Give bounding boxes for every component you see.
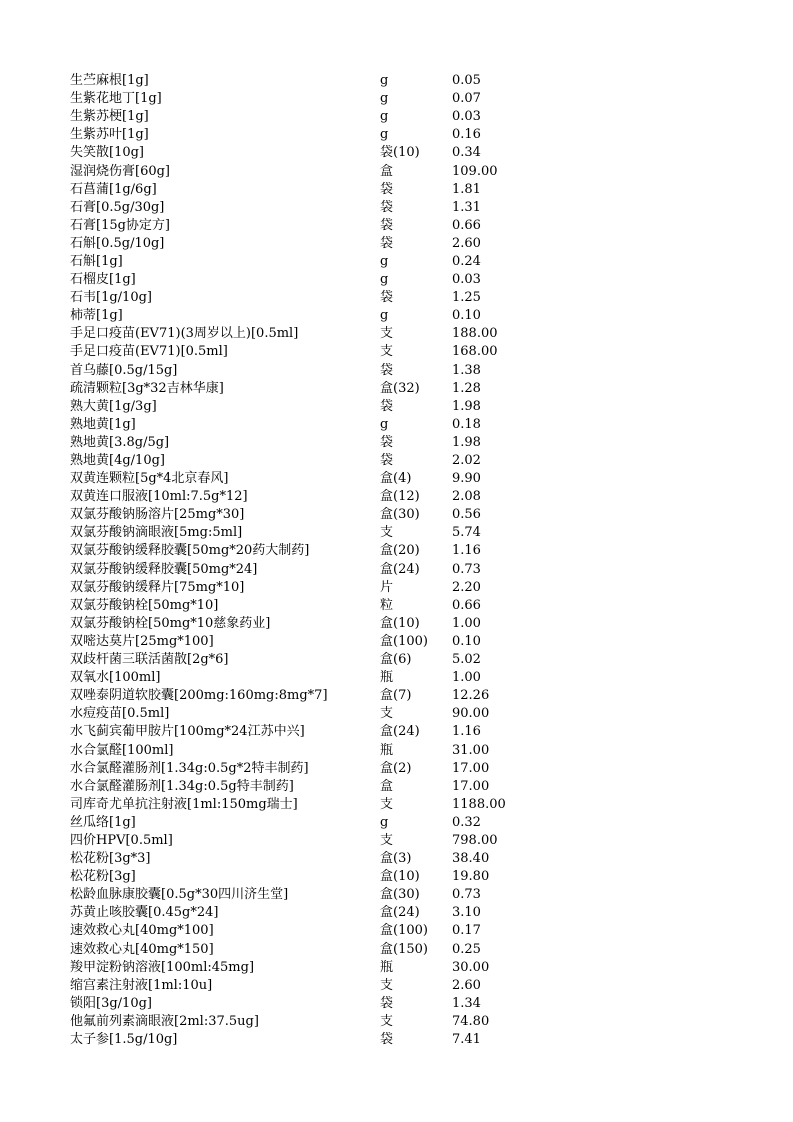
item-name-cell: 双嘧达莫片[25mg*100] bbox=[70, 633, 214, 649]
item-name-cell: 双唑泰阴道软胶囊[200mg:160mg:8mg*7] bbox=[70, 688, 328, 704]
table-row bbox=[70, 760, 542, 778]
table-row bbox=[70, 235, 542, 253]
unit-cell: 袋 bbox=[380, 290, 394, 306]
table-row bbox=[70, 452, 542, 470]
item-name-cell: 石韦[1g/10g] bbox=[70, 290, 152, 306]
item-name-cell: 松龄血脉康胶囊[0.5g*30四川济生堂] bbox=[70, 887, 289, 903]
unit-cell: 支 bbox=[380, 796, 394, 812]
table-row bbox=[70, 325, 542, 343]
table-row bbox=[70, 126, 542, 144]
price-cell: 90.00 bbox=[452, 706, 490, 722]
item-name-cell: 熟地黄[3.8g/5g] bbox=[70, 434, 170, 450]
price-cell: 17.00 bbox=[452, 760, 490, 776]
unit-cell: 盒(7) bbox=[380, 688, 412, 704]
unit-cell: 支 bbox=[380, 832, 394, 848]
item-name-cell: 双氧水[100ml] bbox=[70, 670, 161, 686]
table-row bbox=[70, 434, 542, 452]
item-name-cell: 速效救心丸[40mg*150] bbox=[70, 941, 214, 957]
unit-cell: 盒(2) bbox=[380, 760, 412, 776]
table-row bbox=[70, 470, 542, 488]
unit-cell: 盒(10) bbox=[380, 615, 420, 631]
table-row bbox=[70, 217, 542, 235]
unit-cell: g bbox=[380, 272, 389, 288]
table-row bbox=[70, 904, 542, 922]
table-row bbox=[70, 597, 542, 615]
unit-cell: 支 bbox=[380, 977, 394, 993]
table-row bbox=[70, 796, 542, 814]
price-cell: 0.73 bbox=[452, 561, 481, 577]
item-name-cell: 手足口疫苗(EV71)[0.5ml] bbox=[70, 344, 228, 360]
item-name-cell: 石榴皮[1g] bbox=[70, 272, 136, 288]
item-name-cell: 苏黄止咳胶囊[0.45g*24] bbox=[70, 905, 219, 921]
price-cell: 1.25 bbox=[452, 290, 481, 306]
price-cell: 30.00 bbox=[452, 959, 490, 975]
price-cell: 1.00 bbox=[452, 670, 481, 686]
unit-cell: g bbox=[380, 308, 389, 324]
item-name-cell: 熟地黄[4g/10g] bbox=[70, 453, 165, 469]
table-row bbox=[70, 524, 542, 542]
price-list-body bbox=[70, 72, 542, 1049]
table-row bbox=[70, 868, 542, 886]
price-cell: 1.31 bbox=[452, 199, 481, 215]
unit-cell: 盒(32) bbox=[380, 380, 420, 396]
table-row bbox=[70, 1013, 542, 1031]
table-row bbox=[70, 1031, 542, 1049]
price-cell: 1.34 bbox=[452, 995, 481, 1011]
table-row bbox=[70, 669, 542, 687]
price-cell: 1.00 bbox=[452, 615, 481, 631]
unit-cell: 盒(6) bbox=[380, 652, 412, 668]
price-cell: 0.32 bbox=[452, 814, 481, 830]
unit-cell: 盒(10) bbox=[380, 869, 420, 885]
price-cell: 2.60 bbox=[452, 235, 481, 251]
unit-cell: g bbox=[380, 253, 389, 269]
unit-cell: g bbox=[380, 416, 389, 432]
table-row bbox=[70, 886, 542, 904]
table-row bbox=[70, 343, 542, 361]
unit-cell: g bbox=[380, 814, 389, 830]
price-cell: 0.10 bbox=[452, 308, 481, 324]
item-name-cell: 熟地黄[1g] bbox=[70, 416, 136, 432]
item-name-cell: 羧甲淀粉钠溶液[100ml:45mg] bbox=[70, 959, 255, 975]
unit-cell: 盒(12) bbox=[380, 489, 420, 505]
unit-cell: 袋 bbox=[380, 453, 394, 469]
table-row bbox=[70, 416, 542, 434]
price-cell: 7.41 bbox=[452, 1032, 481, 1048]
price-cell: 1.16 bbox=[452, 724, 481, 740]
table-row bbox=[70, 542, 542, 560]
unit-cell: 支 bbox=[380, 344, 394, 360]
unit-cell: 盒(24) bbox=[380, 561, 420, 577]
table-row bbox=[70, 615, 542, 633]
unit-cell: g bbox=[380, 91, 389, 107]
item-name-cell: 他氟前列素滴眼液[2ml:37.5ug] bbox=[70, 1013, 259, 1029]
unit-cell: 盒(3) bbox=[380, 851, 412, 867]
price-cell: 0.03 bbox=[452, 272, 481, 288]
price-cell: 17.00 bbox=[452, 778, 490, 794]
table-row bbox=[70, 651, 542, 669]
price-cell: 0.34 bbox=[452, 145, 481, 161]
price-cell: 0.10 bbox=[452, 633, 481, 649]
unit-cell: 袋 bbox=[380, 181, 394, 197]
unit-cell: 盒(30) bbox=[380, 507, 420, 523]
unit-cell: 支 bbox=[380, 706, 394, 722]
price-cell: 0.16 bbox=[452, 127, 481, 143]
unit-cell: 袋 bbox=[380, 398, 394, 414]
unit-cell: 片 bbox=[380, 579, 394, 595]
price-cell: 2.60 bbox=[452, 977, 481, 993]
item-name-cell: 生紫苏梗[1g] bbox=[70, 109, 149, 125]
item-name-cell: 司库奇尤单抗注射液[1ml:150mg瑞士] bbox=[70, 796, 298, 812]
price-cell: 1.81 bbox=[452, 181, 481, 197]
item-name-cell: 双歧杆菌三联活菌散[2g*6] bbox=[70, 652, 229, 668]
price-cell: 5.02 bbox=[452, 652, 481, 668]
item-name-cell: 水合氯醛[100ml] bbox=[70, 742, 174, 758]
item-name-cell: 石斛[1g] bbox=[70, 253, 123, 269]
table-row bbox=[70, 922, 542, 940]
unit-cell: 袋 bbox=[380, 217, 394, 233]
unit-cell: 盒(24) bbox=[380, 724, 420, 740]
item-name-cell: 石斛[0.5g/10g] bbox=[70, 235, 165, 251]
item-name-cell: 丝瓜络[1g] bbox=[70, 814, 136, 830]
item-name-cell: 手足口疫苗(EV71)(3周岁以上)[0.5ml] bbox=[70, 326, 299, 342]
price-cell: 109.00 bbox=[452, 163, 498, 179]
table-row bbox=[70, 850, 542, 868]
price-cell: 168.00 bbox=[452, 344, 498, 360]
price-cell: 0.66 bbox=[452, 217, 481, 233]
price-cell: 0.56 bbox=[452, 507, 481, 523]
item-name-cell: 松花粉[3g] bbox=[70, 869, 136, 885]
price-cell: 19.80 bbox=[452, 869, 490, 885]
item-name-cell: 速效救心丸[40mg*100] bbox=[70, 923, 214, 939]
price-cell: 0.25 bbox=[452, 941, 481, 957]
unit-cell: 袋 bbox=[380, 1032, 394, 1048]
price-cell: 1.98 bbox=[452, 398, 481, 414]
unit-cell: g bbox=[380, 73, 389, 89]
item-name-cell: 石膏[15g协定方] bbox=[70, 217, 171, 233]
item-name-cell: 太子参[1.5g/10g] bbox=[70, 1032, 178, 1048]
unit-cell: 支 bbox=[380, 525, 394, 541]
table-row bbox=[70, 362, 542, 380]
item-name-cell: 湿润烧伤膏[60g] bbox=[70, 163, 171, 179]
table-row bbox=[70, 90, 542, 108]
unit-cell: 盒(4) bbox=[380, 471, 412, 487]
price-cell: 0.18 bbox=[452, 416, 481, 432]
price-cell: 2.02 bbox=[452, 453, 481, 469]
unit-cell: g bbox=[380, 127, 389, 143]
unit-cell: g bbox=[380, 109, 389, 125]
price-cell: 3.10 bbox=[452, 905, 481, 921]
table-row bbox=[70, 398, 542, 416]
table-row bbox=[70, 253, 542, 271]
price-cell: 2.20 bbox=[452, 579, 481, 595]
price-cell: 0.07 bbox=[452, 91, 481, 107]
unit-cell: 袋 bbox=[380, 199, 394, 215]
table-row bbox=[70, 162, 542, 180]
unit-cell: 盒(100) bbox=[380, 923, 428, 939]
price-cell: 74.80 bbox=[452, 1013, 490, 1029]
item-name-cell: 石菖蒲[1g/6g] bbox=[70, 181, 157, 197]
table-row bbox=[70, 271, 542, 289]
table-row bbox=[70, 108, 542, 126]
price-cell: 12.26 bbox=[452, 688, 490, 704]
unit-cell: 袋 bbox=[380, 434, 394, 450]
unit-cell: 瓶 bbox=[380, 742, 394, 758]
item-name-cell: 首乌藤[0.5g/15g] bbox=[70, 362, 178, 378]
price-cell: 0.03 bbox=[452, 109, 481, 125]
item-name-cell: 双氯芬酸钠缓释胶囊[50mg*24] bbox=[70, 561, 258, 577]
price-cell: 0.66 bbox=[452, 597, 481, 613]
unit-cell: 支 bbox=[380, 1013, 394, 1029]
item-name-cell: 生紫花地丁[1g] bbox=[70, 91, 162, 107]
table-row bbox=[70, 941, 542, 959]
item-name-cell: 双氯芬酸钠栓[50mg*10] bbox=[70, 597, 219, 613]
table-row bbox=[70, 144, 542, 162]
item-name-cell: 四价HPV[0.5ml] bbox=[70, 832, 173, 848]
table-row bbox=[70, 488, 542, 506]
unit-cell: 瓶 bbox=[380, 670, 394, 686]
unit-cell: 袋 bbox=[380, 235, 394, 251]
item-name-cell: 锁阳[3g/10g] bbox=[70, 995, 152, 1011]
unit-cell: 盒(100) bbox=[380, 633, 428, 649]
table-row bbox=[70, 995, 542, 1013]
price-cell: 1.16 bbox=[452, 543, 481, 559]
unit-cell: 盒(20) bbox=[380, 543, 420, 559]
price-cell: 38.40 bbox=[452, 851, 490, 867]
unit-cell: 盒(150) bbox=[380, 941, 428, 957]
price-cell: 9.90 bbox=[452, 471, 481, 487]
price-cell: 798.00 bbox=[452, 832, 498, 848]
table-row bbox=[70, 723, 542, 741]
table-row bbox=[70, 832, 542, 850]
table-row bbox=[70, 959, 542, 977]
price-cell: 0.05 bbox=[452, 73, 481, 89]
price-cell: 1188.00 bbox=[452, 796, 506, 812]
table-row bbox=[70, 72, 542, 90]
table-row bbox=[70, 307, 542, 325]
table-row bbox=[70, 181, 542, 199]
item-name-cell: 熟大黄[1g/3g] bbox=[70, 398, 157, 414]
item-name-cell: 双黄连口服液[10ml:7.5g*12] bbox=[70, 489, 248, 505]
unit-cell: 盒(30) bbox=[380, 887, 420, 903]
table-row bbox=[70, 561, 542, 579]
item-name-cell: 双氯芬酸钠缓释片[75mg*10] bbox=[70, 579, 245, 595]
price-cell: 0.73 bbox=[452, 887, 481, 903]
item-name-cell: 生紫苏叶[1g] bbox=[70, 127, 149, 143]
price-cell: 31.00 bbox=[452, 742, 490, 758]
item-name-cell: 双氯芬酸钠滴眼液[5mg:5ml] bbox=[70, 525, 243, 541]
unit-cell: 粒 bbox=[380, 597, 394, 613]
item-name-cell: 水飞蓟宾葡甲胺片[100mg*24江苏中兴] bbox=[70, 724, 305, 740]
unit-cell: 袋(10) bbox=[380, 145, 420, 161]
table-row bbox=[70, 506, 542, 524]
item-name-cell: 水合氯醛灌肠剂[1.34g:0.5g特丰制药] bbox=[70, 778, 294, 794]
table-row bbox=[70, 741, 542, 759]
table-row bbox=[70, 633, 542, 651]
unit-cell: 盒 bbox=[380, 778, 394, 794]
table-row bbox=[70, 977, 542, 995]
price-cell: 5.74 bbox=[452, 525, 481, 541]
item-name-cell: 双氯芬酸钠缓释胶囊[50mg*20药大制药] bbox=[70, 543, 310, 559]
table-row bbox=[70, 687, 542, 705]
table-row bbox=[70, 380, 542, 398]
table-row bbox=[70, 199, 542, 217]
item-name-cell: 水痘疫苗[0.5ml] bbox=[70, 706, 170, 722]
unit-cell: 支 bbox=[380, 326, 394, 342]
price-list-table bbox=[70, 72, 542, 1049]
item-name-cell: 缩宫素注射液[1ml:10u] bbox=[70, 977, 213, 993]
unit-cell: 袋 bbox=[380, 362, 394, 378]
item-name-cell: 水合氯醛灌肠剂[1.34g:0.5g*2特丰制药] bbox=[70, 760, 309, 776]
price-cell: 1.38 bbox=[452, 362, 481, 378]
item-name-cell: 疏清颗粒[3g*32吉林华康] bbox=[70, 380, 224, 396]
table-row bbox=[70, 778, 542, 796]
table-row bbox=[70, 579, 542, 597]
item-name-cell: 柿蒂[1g] bbox=[70, 308, 123, 324]
item-name-cell: 双氯芬酸钠栓[50mg*10慈象药业] bbox=[70, 615, 271, 631]
unit-cell: 盒(24) bbox=[380, 905, 420, 921]
unit-cell: 瓶 bbox=[380, 959, 394, 975]
table-row bbox=[70, 289, 542, 307]
item-name-cell: 双氯芬酸钠肠溶片[25mg*30] bbox=[70, 507, 245, 523]
price-cell: 2.08 bbox=[452, 489, 481, 505]
item-name-cell: 石膏[0.5g/30g] bbox=[70, 199, 165, 215]
item-name-cell: 失笑散[10g] bbox=[70, 145, 145, 161]
price-cell: 0.24 bbox=[452, 253, 481, 269]
unit-cell: 袋 bbox=[380, 995, 394, 1011]
price-cell: 0.17 bbox=[452, 923, 481, 939]
unit-cell: 盒 bbox=[380, 163, 394, 179]
item-name-cell: 松花粉[3g*3] bbox=[70, 851, 151, 867]
table-row bbox=[70, 705, 542, 723]
item-name-cell: 生苎麻根[1g] bbox=[70, 73, 149, 89]
table-row bbox=[70, 814, 542, 832]
price-cell: 1.98 bbox=[452, 434, 481, 450]
item-name-cell: 双黄连颗粒[5g*4北京春风] bbox=[70, 471, 229, 487]
price-cell: 188.00 bbox=[452, 326, 498, 342]
price-cell: 1.28 bbox=[452, 380, 481, 396]
